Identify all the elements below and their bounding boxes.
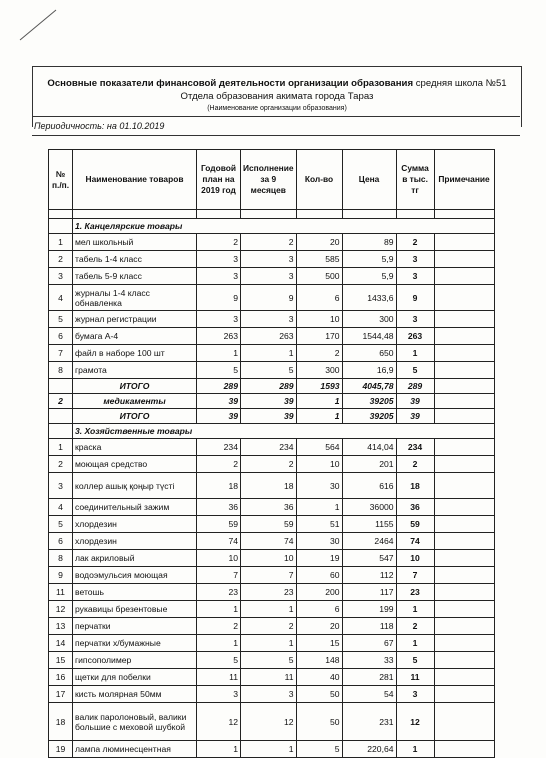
item-name: рукавицы брезентовые <box>73 601 197 618</box>
quantity-value: 51 <box>296 516 342 533</box>
execution-value: 9 <box>241 285 297 311</box>
item-name: гипсополимер <box>73 652 197 669</box>
note-value <box>434 635 494 652</box>
price-value: 1544,48 <box>342 328 396 345</box>
quantity-value: 500 <box>296 268 342 285</box>
table-row <box>49 669 495 686</box>
total-row <box>49 394 495 409</box>
plan-value: 3 <box>197 311 241 328</box>
sum-value: 1 <box>396 345 434 362</box>
row-number: 6 <box>49 533 73 550</box>
table-row <box>49 285 495 311</box>
price-value: 1433,6 <box>342 285 396 311</box>
note-value <box>434 686 494 703</box>
row-number: 8 <box>49 550 73 567</box>
item-name: лампа люминесцентная <box>73 741 197 758</box>
row-number <box>49 409 73 424</box>
quantity-value: 564 <box>296 439 342 456</box>
row-number: 1 <box>49 439 73 456</box>
col-header-price: Цена <box>342 150 396 210</box>
note-value <box>434 567 494 584</box>
price-value: 231 <box>342 703 396 741</box>
item-name: моющая средство <box>73 456 197 473</box>
table-row <box>49 362 495 379</box>
section-row <box>49 219 495 234</box>
note-value <box>434 703 494 741</box>
col-header-note: Примечание <box>434 150 494 210</box>
table-row <box>49 567 495 584</box>
plan-value: 3 <box>197 268 241 285</box>
total-row <box>49 409 495 424</box>
note-value <box>434 268 494 285</box>
row-number: 5 <box>49 516 73 533</box>
execution-value: 263 <box>241 328 297 345</box>
execution-value: 36 <box>241 499 297 516</box>
sum-value: 5 <box>396 362 434 379</box>
item-name: мел школьный <box>73 234 197 251</box>
quantity-value: 1 <box>296 499 342 516</box>
execution-value: 3 <box>241 311 297 328</box>
quantity-value: 170 <box>296 328 342 345</box>
execution-value: 1 <box>241 741 297 758</box>
price-value: 39205 <box>342 394 396 409</box>
row-number: 13 <box>49 618 73 635</box>
sum-value: 59 <box>396 516 434 533</box>
sum-value: 9 <box>396 285 434 311</box>
row-number: 16 <box>49 669 73 686</box>
price-value: 67 <box>342 635 396 652</box>
note-value <box>434 584 494 601</box>
sum-value: 39 <box>396 394 434 409</box>
execution-value: 39 <box>241 409 297 424</box>
sum-value: 1 <box>396 635 434 652</box>
section-title: 3. Хозяйственные товары <box>73 424 495 439</box>
row-number: 2 <box>49 456 73 473</box>
plan-value: 59 <box>197 516 241 533</box>
note-value <box>434 618 494 635</box>
period-label: Периодичность: на 01.10.2019 <box>34 121 165 131</box>
table-row <box>49 456 495 473</box>
report-header <box>32 66 522 127</box>
table-header-row <box>49 150 495 210</box>
plan-value: 1 <box>197 635 241 652</box>
row-number: 15 <box>49 652 73 669</box>
execution-value: 5 <box>241 362 297 379</box>
row-number: 9 <box>49 567 73 584</box>
plan-value: 74 <box>197 533 241 550</box>
item-name: кисть молярная 50мм <box>73 686 197 703</box>
plan-value: 10 <box>197 550 241 567</box>
note-value <box>434 456 494 473</box>
execution-value: 3 <box>241 251 297 268</box>
price-value: 39205 <box>342 409 396 424</box>
execution-value: 7 <box>241 567 297 584</box>
execution-value: 74 <box>241 533 297 550</box>
item-name: ИТОГО <box>73 409 197 424</box>
table-row <box>49 345 495 362</box>
table-row <box>49 703 495 741</box>
note-value <box>434 362 494 379</box>
quantity-value: 20 <box>296 618 342 635</box>
note-value <box>434 741 494 758</box>
note-value <box>434 652 494 669</box>
price-value: 117 <box>342 584 396 601</box>
plan-value: 263 <box>197 328 241 345</box>
item-name: бумага А-4 <box>73 328 197 345</box>
note-value <box>434 234 494 251</box>
plan-value: 1 <box>197 601 241 618</box>
row-number: 8 <box>49 362 73 379</box>
row-number: 12 <box>49 601 73 618</box>
sum-value: 3 <box>396 686 434 703</box>
execution-value: 39 <box>241 394 297 409</box>
row-number: 4 <box>49 285 73 311</box>
note-value <box>434 669 494 686</box>
plan-value: 1 <box>197 345 241 362</box>
row-number: 7 <box>49 345 73 362</box>
execution-value: 2 <box>241 618 297 635</box>
note-value <box>434 499 494 516</box>
sum-value: 2 <box>396 456 434 473</box>
item-name: соединительный зажим <box>73 499 197 516</box>
plan-value: 2 <box>197 234 241 251</box>
price-value: 89 <box>342 234 396 251</box>
quantity-value: 1 <box>296 409 342 424</box>
report-title <box>33 77 521 103</box>
row-number: 5 <box>49 311 73 328</box>
sum-value: 289 <box>396 379 434 394</box>
quantity-value: 50 <box>296 686 342 703</box>
row-number: 3 <box>49 473 73 499</box>
execution-value: 234 <box>241 439 297 456</box>
price-value: 36000 <box>342 499 396 516</box>
sum-value: 2 <box>396 618 434 635</box>
note-value <box>434 409 494 424</box>
row-number: 18 <box>49 703 73 741</box>
quantity-value: 6 <box>296 601 342 618</box>
plan-value: 5 <box>197 652 241 669</box>
row-number: 4 <box>49 499 73 516</box>
item-name: грамота <box>73 362 197 379</box>
plan-value: 2 <box>197 618 241 635</box>
col-header-sum: Сумма в тыс. тг <box>396 150 434 210</box>
price-value: 112 <box>342 567 396 584</box>
section-row <box>49 424 495 439</box>
note-value <box>434 550 494 567</box>
table-row <box>49 268 495 285</box>
col-header-execution: Исполнение за 9 месяцев <box>241 150 297 210</box>
quantity-value: 50 <box>296 703 342 741</box>
plan-value: 18 <box>197 473 241 499</box>
plan-value: 11 <box>197 669 241 686</box>
plan-value: 1 <box>197 741 241 758</box>
execution-value: 2 <box>241 234 297 251</box>
quantity-value: 30 <box>296 533 342 550</box>
row-number <box>49 219 73 234</box>
price-value: 616 <box>342 473 396 499</box>
table-row <box>49 234 495 251</box>
price-value: 300 <box>342 311 396 328</box>
organization-caption: (Наименование организации образования) <box>207 105 347 112</box>
quantity-value: 200 <box>296 584 342 601</box>
item-name: табель 5-9 класс <box>73 268 197 285</box>
sum-value: 3 <box>396 251 434 268</box>
sum-value: 1 <box>396 601 434 618</box>
sum-value: 74 <box>396 533 434 550</box>
table-row <box>49 652 495 669</box>
plan-value: 23 <box>197 584 241 601</box>
spacer-row <box>49 210 495 219</box>
price-value: 201 <box>342 456 396 473</box>
execution-value: 10 <box>241 550 297 567</box>
item-name: ветошь <box>73 584 197 601</box>
quantity-value: 20 <box>296 234 342 251</box>
note-value <box>434 473 494 499</box>
item-name: хлордезин <box>73 516 197 533</box>
divider <box>32 116 520 117</box>
execution-value: 11 <box>241 669 297 686</box>
quantity-value: 30 <box>296 473 342 499</box>
sum-value: 1 <box>396 741 434 758</box>
sum-value: 234 <box>396 439 434 456</box>
item-name: лак акриловый <box>73 550 197 567</box>
table-row <box>49 533 495 550</box>
sum-value: 23 <box>396 584 434 601</box>
plan-value: 234 <box>197 439 241 456</box>
table-row <box>49 584 495 601</box>
table-row <box>49 741 495 758</box>
table-row <box>49 550 495 567</box>
note-value <box>434 394 494 409</box>
quantity-value: 40 <box>296 669 342 686</box>
organization-name: средняя школа №51 Отдела образования акимата города Тараз <box>180 78 507 102</box>
price-value: 220,64 <box>342 741 396 758</box>
price-value: 118 <box>342 618 396 635</box>
divider <box>32 135 520 136</box>
plan-value: 39 <box>197 394 241 409</box>
item-name: щетки для побелки <box>73 669 197 686</box>
note-value <box>434 311 494 328</box>
col-header-quantity: Кол-во <box>296 150 342 210</box>
execution-value: 23 <box>241 584 297 601</box>
note-value <box>434 601 494 618</box>
item-name: табель 1-4 класс <box>73 251 197 268</box>
row-number <box>49 424 73 439</box>
price-value: 4045,78 <box>342 379 396 394</box>
price-value: 2464 <box>342 533 396 550</box>
price-value: 1155 <box>342 516 396 533</box>
quantity-value: 60 <box>296 567 342 584</box>
quantity-value: 300 <box>296 362 342 379</box>
execution-value: 1 <box>241 601 297 618</box>
quantity-value: 19 <box>296 550 342 567</box>
item-name: ИТОГО <box>73 379 197 394</box>
table-body <box>49 219 495 758</box>
total-row <box>49 379 495 394</box>
quantity-value: 1593 <box>296 379 342 394</box>
quantity-value: 15 <box>296 635 342 652</box>
plan-value: 2 <box>197 456 241 473</box>
item-name: журналы 1-4 класс обнавленка <box>73 285 197 311</box>
table-row <box>49 516 495 533</box>
plan-value: 12 <box>197 703 241 741</box>
row-number <box>49 379 73 394</box>
table-row <box>49 635 495 652</box>
plan-value: 3 <box>197 686 241 703</box>
col-header-name: Наименование товаров <box>73 150 197 210</box>
report-title-main: Основные показатели финансовой деятельности организации образования <box>47 78 414 89</box>
sum-value: 10 <box>396 550 434 567</box>
note-value <box>434 328 494 345</box>
price-value: 5,9 <box>342 251 396 268</box>
price-value: 16,9 <box>342 362 396 379</box>
price-value: 650 <box>342 345 396 362</box>
price-value: 199 <box>342 601 396 618</box>
item-name: водоэмульсия моющая <box>73 567 197 584</box>
execution-value: 3 <box>241 686 297 703</box>
plan-value: 39 <box>197 409 241 424</box>
table-row <box>49 601 495 618</box>
plan-value: 9 <box>197 285 241 311</box>
row-number: 3 <box>49 268 73 285</box>
table-row <box>49 328 495 345</box>
table-row <box>49 251 495 268</box>
sum-value: 263 <box>396 328 434 345</box>
execution-value: 3 <box>241 268 297 285</box>
note-value <box>434 533 494 550</box>
execution-value: 59 <box>241 516 297 533</box>
item-name: краска <box>73 439 197 456</box>
col-header-plan: Годовой план на 2019 год <box>197 150 241 210</box>
sum-value: 36 <box>396 499 434 516</box>
price-value: 414,04 <box>342 439 396 456</box>
execution-value: 12 <box>241 703 297 741</box>
table-row <box>49 499 495 516</box>
quantity-value: 10 <box>296 311 342 328</box>
note-value <box>434 439 494 456</box>
quantity-value: 5 <box>296 741 342 758</box>
price-value: 54 <box>342 686 396 703</box>
row-number: 19 <box>49 741 73 758</box>
item-name: перчатки х/бумажные <box>73 635 197 652</box>
section-title: 1. Канцелярские товары <box>73 219 495 234</box>
note-value <box>434 516 494 533</box>
execution-value: 5 <box>241 652 297 669</box>
table-row <box>49 439 495 456</box>
note-value <box>434 251 494 268</box>
pen-stroke <box>18 8 58 42</box>
quantity-value: 2 <box>296 345 342 362</box>
goods-table <box>48 149 495 758</box>
execution-value: 289 <box>241 379 297 394</box>
note-value <box>434 285 494 311</box>
sum-value: 5 <box>396 652 434 669</box>
plan-value: 7 <box>197 567 241 584</box>
sum-value: 7 <box>396 567 434 584</box>
price-value: 281 <box>342 669 396 686</box>
sum-value: 12 <box>396 703 434 741</box>
row-number: 2 <box>49 394 73 409</box>
sum-value: 2 <box>396 234 434 251</box>
row-number: 1 <box>49 234 73 251</box>
price-value: 547 <box>342 550 396 567</box>
item-name: журнал регистрации <box>73 311 197 328</box>
row-number: 2 <box>49 251 73 268</box>
note-value <box>434 345 494 362</box>
price-value: 33 <box>342 652 396 669</box>
item-name: медикаменты <box>73 394 197 409</box>
execution-value: 2 <box>241 456 297 473</box>
item-name: коллер ашық қоңыр түсті <box>73 473 197 499</box>
sum-value: 18 <box>396 473 434 499</box>
quantity-value: 148 <box>296 652 342 669</box>
row-number: 14 <box>49 635 73 652</box>
item-name: валик паролоновый, валики большие с меховой шубкой <box>73 703 197 741</box>
price-value: 5,9 <box>342 268 396 285</box>
table-row <box>49 686 495 703</box>
table-row <box>49 311 495 328</box>
plan-value: 289 <box>197 379 241 394</box>
sum-value: 11 <box>396 669 434 686</box>
item-name: файл в наборе 100 шт <box>73 345 197 362</box>
sum-value: 3 <box>396 268 434 285</box>
table-row <box>49 473 495 499</box>
execution-value: 1 <box>241 635 297 652</box>
execution-value: 1 <box>241 345 297 362</box>
quantity-value: 6 <box>296 285 342 311</box>
plan-value: 36 <box>197 499 241 516</box>
row-number: 11 <box>49 584 73 601</box>
plan-value: 5 <box>197 362 241 379</box>
execution-value: 18 <box>241 473 297 499</box>
plan-value: 3 <box>197 251 241 268</box>
sum-value: 3 <box>396 311 434 328</box>
item-name: перчатки <box>73 618 197 635</box>
table-row <box>49 618 495 635</box>
row-number: 6 <box>49 328 73 345</box>
col-header-number: № п./п. <box>49 150 73 210</box>
row-number: 17 <box>49 686 73 703</box>
quantity-value: 1 <box>296 394 342 409</box>
quantity-value: 10 <box>296 456 342 473</box>
note-value <box>434 379 494 394</box>
sum-value: 39 <box>396 409 434 424</box>
item-name: хлордезин <box>73 533 197 550</box>
quantity-value: 585 <box>296 251 342 268</box>
